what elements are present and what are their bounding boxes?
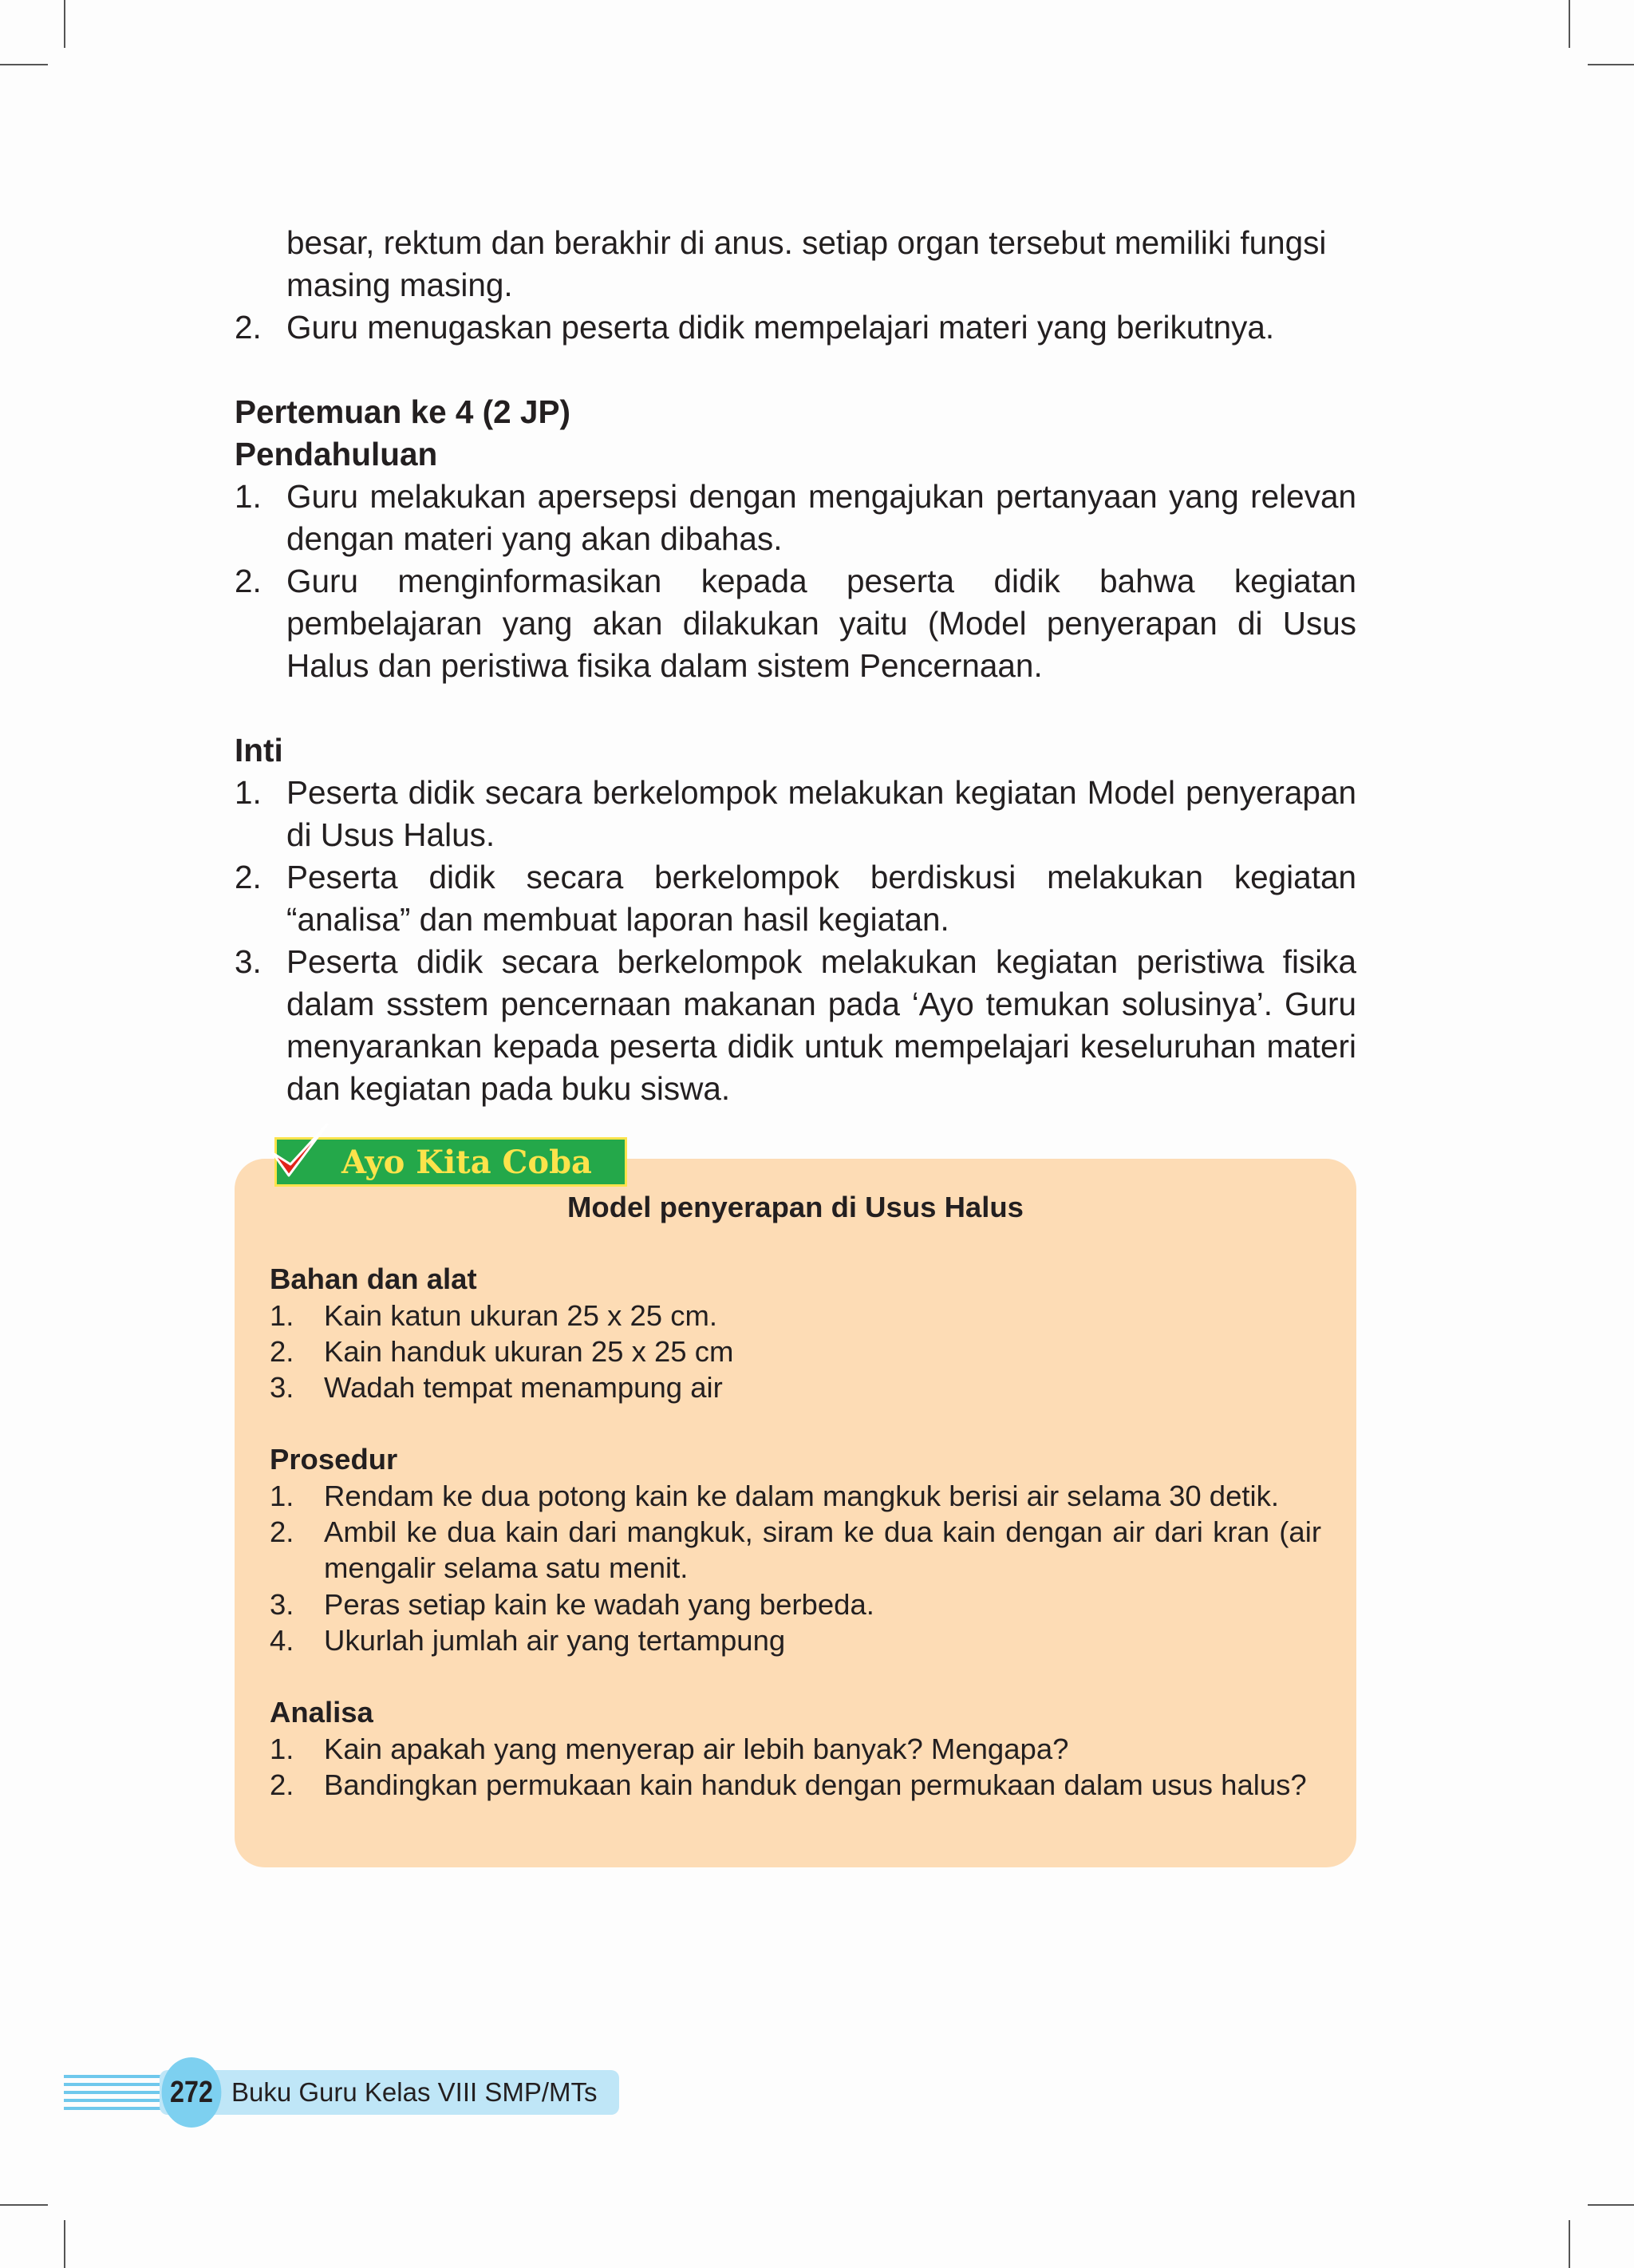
list-item: [235, 856, 1356, 941]
analysis-heading: Analisa: [270, 1696, 373, 1729]
item-text: Ukurlah jumlah air yang tertampung: [324, 1623, 786, 1657]
list-item: [235, 306, 1356, 349]
crop-mark: [64, 0, 65, 48]
item-number: 1.: [270, 1298, 294, 1332]
item-number: 2.: [270, 1768, 294, 1801]
list-item: [270, 1369, 1321, 1405]
item-number: 3.: [270, 1587, 294, 1621]
list-item: [270, 1586, 1321, 1622]
item-number: 1.: [235, 478, 262, 515]
materials-heading: Bahan dan alat: [270, 1262, 477, 1296]
procedure-heading: Prosedur: [270, 1443, 398, 1476]
item-number: 2.: [235, 309, 262, 346]
intro-line: masing masing.: [286, 267, 513, 303]
meeting-title: Pertemuan ke 4 (2 JP): [235, 393, 570, 430]
item-text: Wadah tempat menampung air: [324, 1371, 723, 1405]
item-text: Bandingkan permukaan kain handuk dengan permukaan dalam usus halus?: [324, 1768, 1307, 1801]
item-text: Kain handuk ukuran 25 x 25 cm: [324, 1334, 734, 1368]
list-item: [235, 476, 1356, 560]
item-text: Peserta didik secara berkelompok berdiskusi melakukan kegiatan “analisa” dan membuat laporan hasil kegiatan.: [286, 859, 1356, 938]
crop-mark: [1588, 64, 1634, 65]
item-number: 4.: [270, 1623, 294, 1657]
list-item: [270, 1298, 1321, 1334]
list-item: [235, 560, 1356, 687]
item-text: Peras setiap kain ke wadah yang berbeda.: [324, 1587, 874, 1621]
page-number: 272: [162, 2057, 222, 2128]
list-item: [270, 1622, 1321, 1658]
activity-label: Ayo Kita Coba: [274, 1137, 627, 1187]
activity-title: Model penyerapan di Usus Halus: [567, 1191, 1024, 1223]
analysis-list: [270, 1731, 1321, 1804]
crop-mark: [1569, 0, 1570, 48]
crop-mark: [64, 2220, 65, 2268]
item-text: Guru melakukan apersepsi dengan mengajukan pertanyaan yang relevan dengan materi yang akan dibahas.: [286, 478, 1356, 557]
list-item: [235, 772, 1356, 856]
item-number: 1.: [270, 1732, 294, 1765]
activity-box: [235, 1159, 1356, 1867]
item-text: Guru menginformasikan kepada peserta didik bahwa kegiatan pembelajaran yang akan dilakukan yaitu (Model penyerapan di Usus Halus dan peristiwa fisika dalam sistem Pencernaan.: [286, 563, 1356, 684]
main-text: [235, 222, 1356, 1110]
procedure-list: [270, 1478, 1321, 1658]
crop-mark: [0, 2204, 48, 2206]
section-heading-pendahuluan: Pendahuluan: [235, 436, 438, 472]
item-text: Kain apakah yang menyerap air lebih banyak? Mengapa?: [324, 1732, 1069, 1765]
item-number: 1.: [235, 774, 262, 811]
section-heading-inti: Inti: [235, 732, 283, 769]
item-number: 2.: [235, 563, 262, 599]
list-item: [270, 1731, 1321, 1767]
item-number: 1.: [270, 1479, 294, 1512]
intro-line: besar, rektum dan berakhir di anus. setiap organ tersebut memiliki fungsi: [286, 224, 1327, 261]
item-text: Guru menugaskan peserta didik mempelajari materi yang berikutnya.: [286, 309, 1275, 346]
list-item: [235, 941, 1356, 1110]
list-item: [270, 1334, 1321, 1369]
item-text: Peserta didik secara berkelompok melakukan kegiatan peristiwa fisika dalam ssstem pencernaan makanan pada ‘Ayo temukan solusinya’. Guru menyarankan kepada peserta didik untuk mempelajari keseluruhan materi dan kegiatan pada buku siswa.: [286, 943, 1356, 1107]
book-title: Buku Guru Kelas VIII SMP/MTs: [231, 2077, 598, 2107]
item-text: Rendam ke dua potong kain ke dalam mangkuk berisi air selama 30 detik.: [324, 1479, 1280, 1512]
list-item: [270, 1767, 1321, 1803]
item-number: 2.: [270, 1515, 294, 1549]
list-item: [270, 1514, 1321, 1586]
item-text: Kain katun ukuran 25 x 25 cm.: [324, 1298, 718, 1332]
item-number: 3.: [235, 943, 262, 980]
item-text: Ambil ke dua kain dari mangkuk, siram ke dua kain dengan air dari kran (air mengalir selama satu menit.: [324, 1515, 1321, 1585]
crop-mark: [1569, 2220, 1570, 2268]
item-number: 3.: [270, 1371, 294, 1405]
item-number: 2.: [270, 1334, 294, 1368]
item-text: Peserta didik secara berkelompok melakukan kegiatan Model penyerapan di Usus Halus.: [286, 774, 1356, 853]
item-number: 2.: [235, 859, 262, 895]
materials-list: [270, 1298, 1321, 1406]
inti-list: [235, 772, 1356, 1110]
list-item: [270, 1478, 1321, 1514]
intro-list: [235, 306, 1356, 349]
checkmark-icon: [268, 1121, 332, 1185]
crop-mark: [1588, 2204, 1634, 2206]
pendahuluan-list: [235, 476, 1356, 687]
crop-mark: [0, 64, 48, 65]
